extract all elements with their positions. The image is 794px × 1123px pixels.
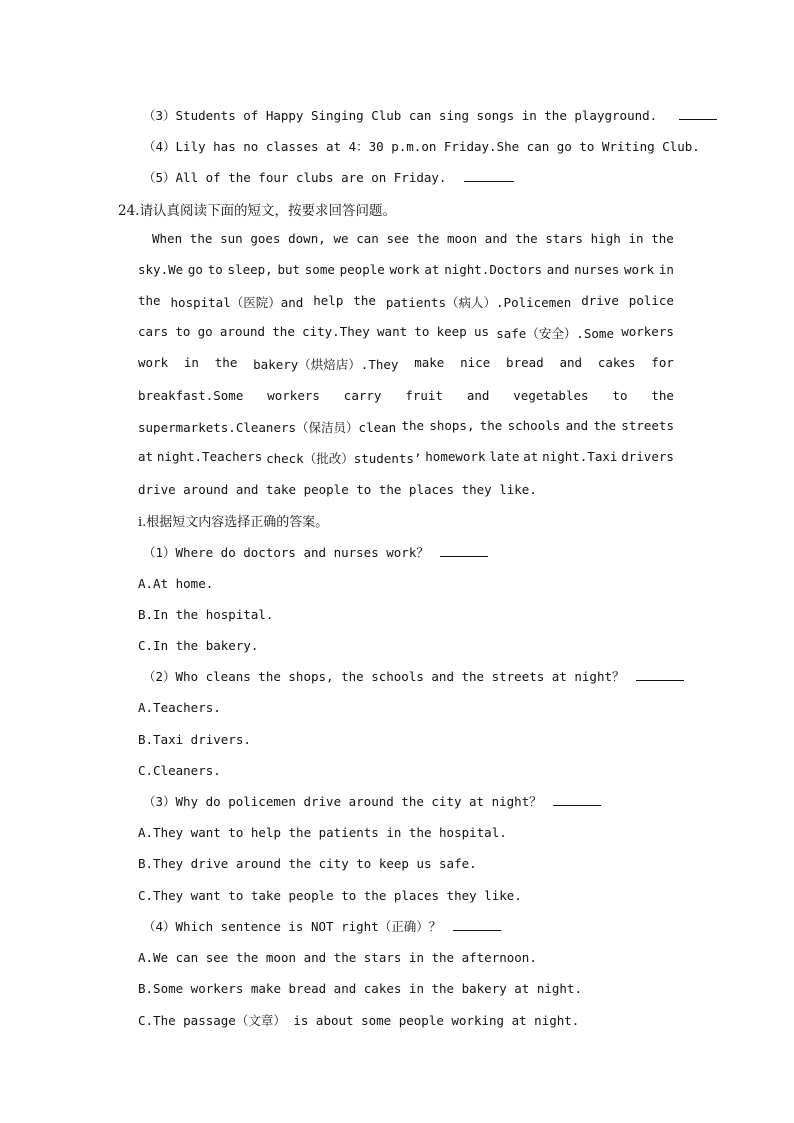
passage-word: bakery（烘焙店）.They (253, 357, 399, 372)
mc-question-3-stem: （3）Why do policemen drive around the city at night？ (143, 794, 542, 809)
option-4c: C.The passage（文章） is about some people working at night. (138, 1013, 580, 1028)
passage-line (152, 231, 674, 246)
passage-word: keep (436, 324, 467, 339)
passage-word: streets (621, 418, 674, 433)
passage-word: in (658, 262, 674, 277)
passage-word: the (651, 231, 674, 246)
option-1b: B.In the hospital. (138, 607, 274, 622)
passage-word: us (473, 324, 490, 339)
passage-word: sun (220, 231, 243, 246)
passage-word: people (339, 262, 385, 277)
passage-word: the (138, 293, 161, 308)
prev-question-3-text: （3）Students of Happy Singing Club can sing songs in the playground. (143, 108, 658, 123)
passage-word: for (651, 355, 674, 370)
option-3a: A.They want to help the patients in the hospital. (138, 825, 507, 840)
passage-word: stars (545, 231, 583, 246)
passage-word: the (189, 231, 213, 246)
passage-word: can (356, 231, 379, 246)
passage-word: nurses (574, 262, 620, 277)
passage-line (138, 262, 674, 277)
passage-word: city.They (302, 324, 370, 339)
passage-word: make (414, 355, 445, 370)
passage-word: workers (267, 388, 320, 403)
section-i-heading: i.根据短文内容选择正确的答案。 (138, 515, 329, 530)
passage-word: carry (343, 388, 382, 403)
passage-word: at (424, 262, 440, 277)
passage-word: breakfast.Some (138, 388, 244, 403)
passage-word: but (277, 262, 301, 277)
passage-word: fruit (405, 388, 443, 403)
passage-word: to (414, 324, 430, 339)
answer-blank[interactable] (464, 169, 514, 182)
passage-word: to (612, 388, 628, 403)
passage-word: night.Taxi (542, 449, 618, 464)
passage-word: supermarkets.Cleaners（保洁员）clean (138, 420, 397, 435)
passage-word: drivers (621, 449, 674, 464)
option-2c: C.Cleaners. (138, 763, 221, 778)
passage-line-last: drive around and take people to the places they like. (138, 482, 537, 497)
passage-word: workers (621, 324, 674, 339)
passage-word: the (479, 418, 503, 433)
passage-word: go (197, 324, 213, 339)
passage-word: go (187, 262, 203, 277)
answer-blank[interactable] (440, 544, 488, 557)
mc-question-2-stem: （2）Who cleans the shops, the schools and the streets at night？ (143, 669, 625, 684)
passage-word: hospital（医院）and (170, 295, 304, 310)
option-2a: A.Teachers. (138, 700, 221, 715)
passage-word: help (313, 293, 344, 308)
passage-word: and (484, 231, 508, 246)
passage-line (138, 355, 674, 373)
answer-blank[interactable] (553, 793, 601, 806)
passage-word: around (219, 324, 266, 339)
passage-word: drive (581, 293, 619, 308)
passage-word: nice (460, 355, 491, 370)
passage-word: down, (288, 231, 326, 246)
mc-question-4 (143, 917, 501, 935)
passage-word: patients（病人）.Policemen (385, 295, 572, 310)
question-24-title: 24.请认真阅读下面的短文，按要求回答问题。 (118, 203, 396, 219)
prev-question-3 (143, 106, 717, 124)
mc-question-1 (143, 543, 488, 561)
passage-word: check（批改）students’ (266, 451, 422, 466)
option-3b: B.They drive around the city to keep us safe. (138, 856, 477, 871)
passage-word: in (183, 355, 199, 370)
answer-blank[interactable] (679, 107, 717, 120)
passage-word: the (353, 293, 376, 308)
passage-word: the (401, 418, 425, 433)
prev-question-4-text: （4）Lily has no classes at 4：30 p.m.on Friday.She can go to Writing Club. (143, 139, 700, 154)
passage-word: see (386, 231, 410, 246)
passage-line (138, 388, 674, 403)
mc-question-3 (143, 792, 601, 810)
passage-word: in (628, 231, 644, 246)
passage-word: and (546, 262, 570, 277)
passage-word: cars (138, 324, 169, 339)
passage-word: we (333, 231, 349, 246)
option-1a: A.At home. (138, 576, 214, 591)
passage-word: goes (250, 231, 281, 246)
passage-word: and (565, 418, 589, 433)
passage-line (138, 449, 674, 467)
option-4a: A.We can see the moon and the stars in the afternoon. (138, 950, 537, 965)
passage-word: When (152, 231, 183, 246)
passage-word: bread (506, 355, 544, 370)
passage-word: late (489, 449, 520, 464)
passage-word: sky.We (138, 262, 184, 277)
passage-word: some (304, 262, 335, 277)
passage-word: work (624, 262, 655, 277)
passage-line (138, 293, 674, 311)
mc-question-1-stem: （1）Where do doctors and nurses work？ (143, 545, 429, 560)
passage-word: homework (425, 449, 486, 464)
answer-blank[interactable] (453, 918, 501, 931)
passage-word: to (175, 324, 191, 339)
passage-word: the (593, 418, 617, 433)
mc-question-2 (143, 667, 684, 685)
prev-question-5 (143, 168, 514, 186)
passage-word: high (590, 231, 621, 246)
answer-blank[interactable] (636, 668, 684, 681)
passage-word: police (628, 293, 674, 308)
option-2b: B.Taxi drivers. (138, 732, 251, 747)
passage-word: vegetables (513, 388, 589, 403)
passage-word: safe（安全）.Some (496, 326, 614, 341)
passage-word: night.Doctors (444, 262, 543, 277)
passage-word: moon (447, 231, 478, 246)
passage-word: cakes (597, 355, 636, 370)
passage-word: the (651, 388, 674, 403)
passage-word: the (416, 231, 440, 246)
passage-word: at (523, 449, 539, 464)
mc-question-4-stem: （4）Which sentence is NOT right（正确）？ (143, 919, 442, 934)
passage-word: work (389, 262, 420, 277)
passage-word: work (138, 355, 169, 370)
option-1c: C.In the bakery. (138, 638, 259, 653)
passage-word: shops, (429, 418, 475, 433)
passage-word: and (559, 355, 583, 370)
prev-question-5-text: （5）All of the four clubs are on Friday. (143, 170, 447, 185)
passage-word: at (138, 449, 154, 464)
passage-word: and (466, 388, 490, 403)
passage-word: want (377, 324, 408, 339)
passage-word: schools (507, 418, 561, 433)
passage-word: to (207, 262, 223, 277)
passage-word: the (214, 355, 238, 370)
passage-word: sleep, (227, 262, 273, 277)
passage-word: the (272, 324, 295, 339)
option-4b: B.Some workers make bread and cakes in the bakery at night. (138, 981, 583, 996)
prev-question-4 (143, 137, 700, 155)
passage-word: night.Teachers (156, 449, 263, 464)
passage-word: the (515, 231, 538, 246)
option-3c: C.They want to take people to the places they like. (138, 888, 522, 903)
passage-line (138, 324, 674, 342)
passage-line (138, 418, 674, 436)
